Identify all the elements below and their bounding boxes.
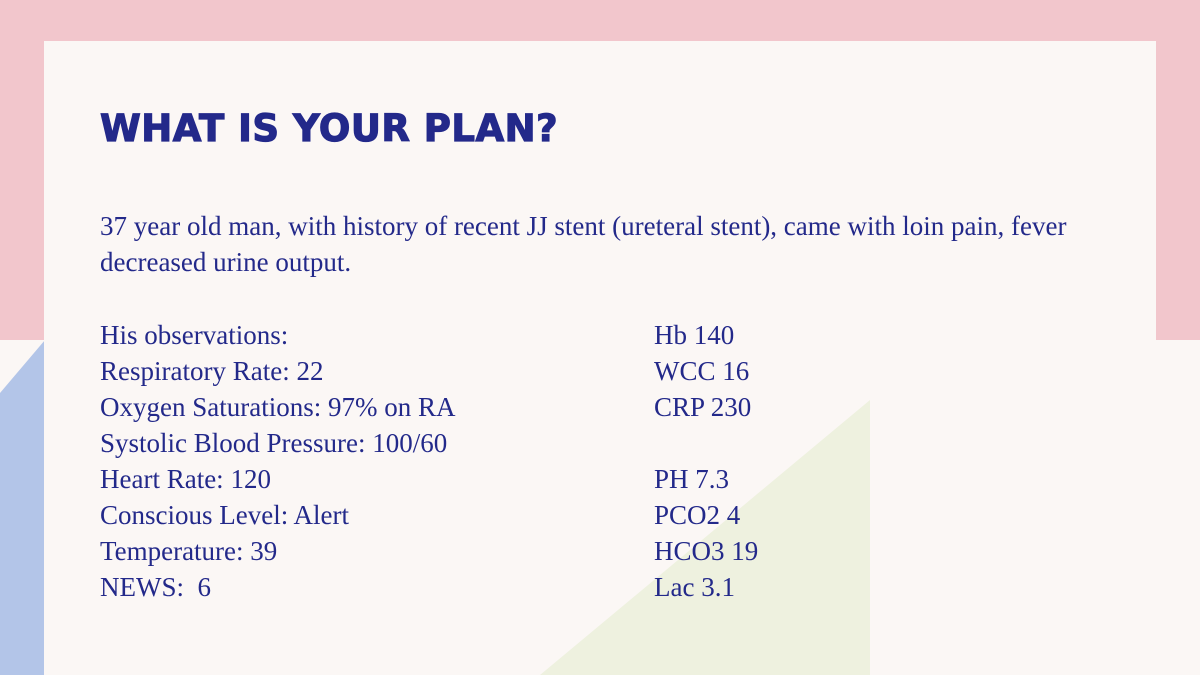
observation-item: Temperature: 39 [100,536,278,566]
observation-item: Systolic Blood Pressure: 100/60 [100,428,448,458]
lab-results-list [654,317,758,605]
slide-title: WHAT IS YOUR PLAN? [100,107,559,150]
lab-result-item: Lac 3.1 [654,572,735,602]
lab-result-item: PH 7.3 [654,464,730,494]
observation-item: Heart Rate: 120 [100,464,271,494]
lab-result-item: WCC 16 [654,356,750,386]
lab-result-item: PCO2 4 [654,500,741,530]
observation-item: Oxygen Saturations: 97% on RA [100,392,456,422]
observations-list [100,317,455,605]
observations-heading: His observations: [100,320,289,350]
slide-card [44,41,1156,675]
observation-item: Conscious Level: Alert [100,500,349,530]
case-description: 37 year old man, with history of recent JJ stent (ureteral stent), came with loin pain, fever decreased urine output. [100,211,1067,277]
observation-item: NEWS: 6 [100,572,211,602]
lab-result-item: HCO3 19 [654,536,759,566]
observation-item: Respiratory Rate: 22 [100,356,324,386]
lab-result-spacer [654,425,758,461]
lab-result-item: Hb 140 [654,320,735,350]
lab-result-item: CRP 230 [654,392,752,422]
